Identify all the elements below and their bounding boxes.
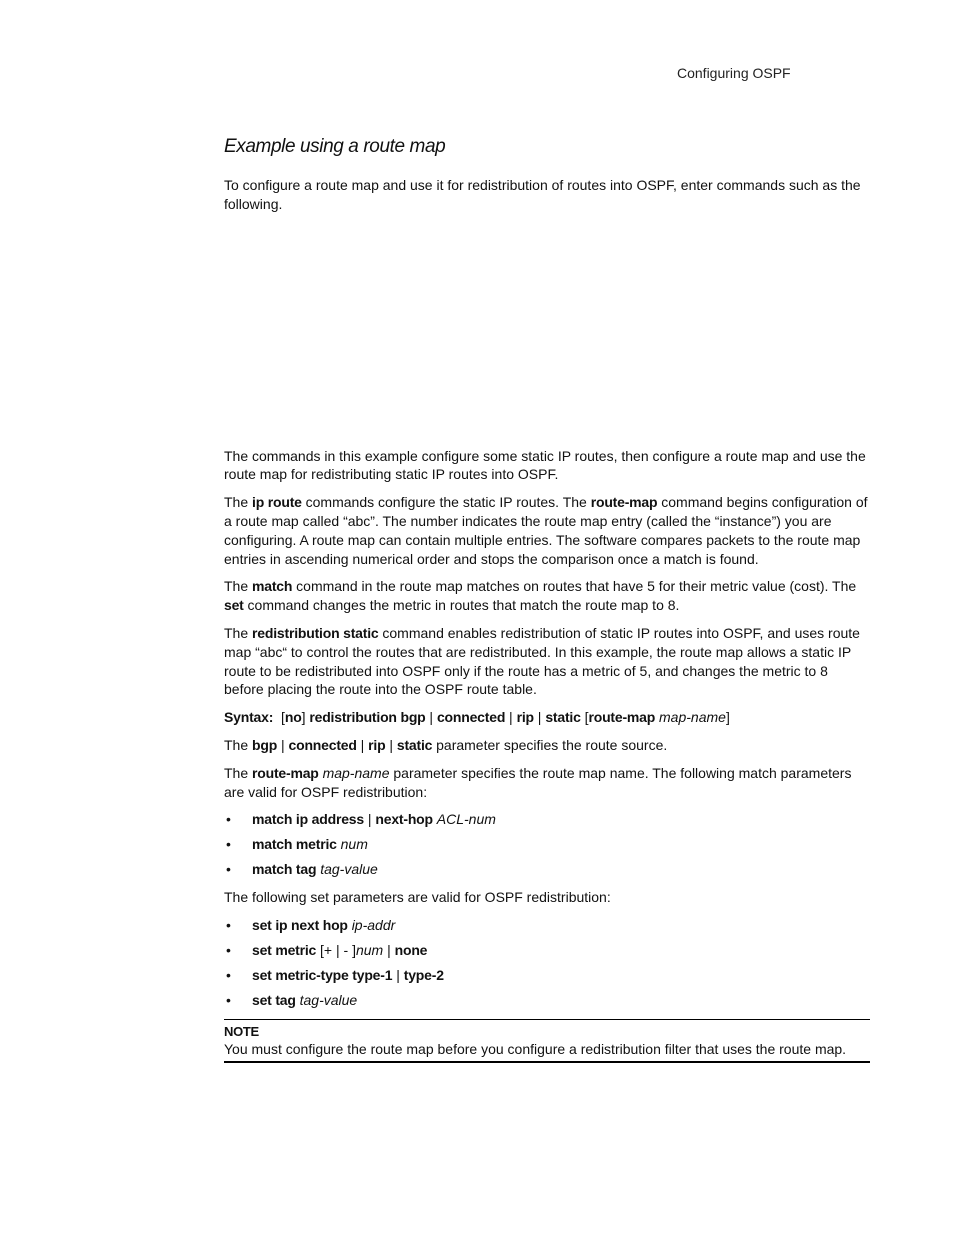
- variable-ip-addr: ip-addr: [351, 917, 396, 934]
- keyword-redistribution-static: redistribution static: [252, 624, 379, 641]
- variable-map-name: map-name: [322, 764, 390, 781]
- paragraph-overview: The commands in this example configure some static IP routes, then configure a route map and use the route map for redistributing static IP routes into OSPF.: [224, 447, 866, 483]
- keyword-bgp: bgp: [252, 736, 278, 753]
- paragraph-match-set: [224, 577, 870, 615]
- text-run: ]: [725, 709, 730, 726]
- keyword-ip-route: ip route: [252, 494, 302, 511]
- text-run: |: [385, 736, 397, 753]
- text-run: |: [277, 736, 289, 753]
- note-label: NOTE: [224, 1024, 259, 1040]
- keyword-no: no: [284, 709, 302, 726]
- text-run: The: [224, 764, 253, 781]
- text-run: commands configure the static IP routes. The: [301, 494, 591, 511]
- keyword-static: static: [545, 709, 581, 726]
- variable-num: num: [355, 942, 384, 959]
- list-item: [224, 835, 870, 854]
- text-run: command in the route map matches on routes that have 5 for their metric value (cost). The: [292, 578, 857, 595]
- variable-tag-value: tag-value: [320, 861, 378, 878]
- text-run: |: [505, 709, 517, 726]
- variable-tag-value: tag-value: [299, 992, 358, 1009]
- list-item: [224, 991, 870, 1010]
- command-example-area: [224, 214, 870, 447]
- bullet-icon: •: [226, 992, 231, 1009]
- text-run: The: [224, 578, 253, 595]
- variable-map-name: map-name: [659, 709, 726, 726]
- text-run: parameter specifies the route map name. The following match parameters are valid for OSPF redistribution:: [224, 764, 852, 800]
- document-body: [224, 134, 870, 1063]
- keyword-connected: connected: [436, 709, 506, 726]
- keyword-set-ip-next-hop: set ip next hop: [252, 917, 348, 934]
- list-item: [224, 860, 870, 879]
- paragraph-set-params: The following set parameters are valid for OSPF redistribution:: [224, 889, 611, 906]
- text-run: command begins configuration of a route map called “abc”. The number indicates the route map entry (called the “instance”) you are configuring. A route map can contain multiple entries. The software compares packets to the route map entries in ascending numerical order and stops the comparison once a match is found.: [224, 494, 868, 567]
- paragraph-route-map-name: [224, 764, 870, 802]
- keyword-set-metric: set metric: [252, 942, 317, 959]
- keyword-rip: rip: [516, 709, 534, 726]
- text-run: [+ | - ]: [316, 942, 356, 959]
- keyword-static: static: [396, 736, 433, 753]
- keyword-set: set: [224, 597, 244, 614]
- keyword-match-ip-address: match ip address: [252, 811, 364, 828]
- text-run: |: [363, 811, 376, 828]
- keyword-match-tag: match tag: [252, 861, 317, 878]
- text-run: command changes the metric in routes that match the route map to 8.: [243, 597, 680, 614]
- keyword-type-2: type-2: [403, 967, 444, 984]
- bullet-icon: •: [226, 811, 231, 828]
- paragraph-redistribution: [224, 624, 870, 699]
- keyword-route-map: route-map: [588, 709, 656, 726]
- keyword-set-tag: set tag: [252, 992, 296, 1009]
- text-run: The: [224, 736, 253, 753]
- keyword-match-metric: match metric: [252, 836, 337, 853]
- list-item: [224, 916, 870, 935]
- keyword-redistribution-bgp: redistribution bgp: [309, 709, 426, 726]
- keyword-route-map: route-map: [252, 764, 319, 781]
- keyword-set-metric-type-type-1: set metric-type type-1: [252, 967, 393, 984]
- paragraph-ip-route: [224, 493, 870, 568]
- paragraph-route-source: [224, 736, 870, 755]
- keyword-match: match: [252, 578, 293, 595]
- text-run: The: [224, 494, 253, 511]
- bullet-icon: •: [226, 836, 231, 853]
- keyword-none: none: [394, 942, 428, 959]
- bullet-icon: •: [226, 967, 231, 984]
- text-run: |: [392, 967, 404, 984]
- list-item: [224, 941, 870, 960]
- match-parameter-list: [224, 810, 870, 879]
- list-item: [224, 966, 870, 985]
- text-run: ]: [301, 709, 310, 726]
- note-box: [224, 1019, 870, 1063]
- syntax-line: [224, 708, 870, 727]
- bullet-icon: •: [226, 917, 231, 934]
- intro-paragraph: To configure a route map and use it for redistribution of routes into OSPF, enter commands such as the following.: [224, 177, 861, 212]
- set-parameter-list: [224, 916, 870, 1010]
- variable-num: num: [340, 836, 368, 853]
- variable-acl-num: ACL-num: [436, 811, 496, 828]
- list-item: [224, 810, 870, 829]
- syntax-label: Syntax:: [224, 709, 274, 726]
- keyword-connected: connected: [288, 736, 357, 753]
- text-run: The: [224, 624, 253, 641]
- keyword-rip: rip: [368, 736, 386, 753]
- keyword-route-map: route-map: [590, 494, 658, 511]
- text-run: |: [425, 709, 437, 726]
- text-run: command enables redistribution of static IP routes into OSPF, and uses route map “abc“ to control the routes that are redistributed. In this example, the route map allows a static IP route to be redistributed into OSPF only if the route has a metric of 5, and changes the metric to 8 before placing the route into the OSPF route table.: [224, 624, 860, 698]
- bullet-icon: •: [226, 942, 231, 959]
- text-run: [: [273, 709, 285, 726]
- text-run: [: [580, 709, 589, 726]
- text-run: |: [533, 709, 546, 726]
- text-run: parameter specifies the route source.: [432, 736, 668, 753]
- text-run: |: [383, 942, 395, 959]
- note-text: You must configure the route map before you configure a redistribution filter that uses the route map.: [224, 1041, 847, 1058]
- keyword-next-hop: next-hop: [375, 811, 433, 828]
- text-run: |: [356, 736, 369, 753]
- section-title: Example using a route map: [224, 136, 446, 157]
- bullet-icon: •: [226, 861, 231, 878]
- running-header: Configuring OSPF: [677, 65, 791, 81]
